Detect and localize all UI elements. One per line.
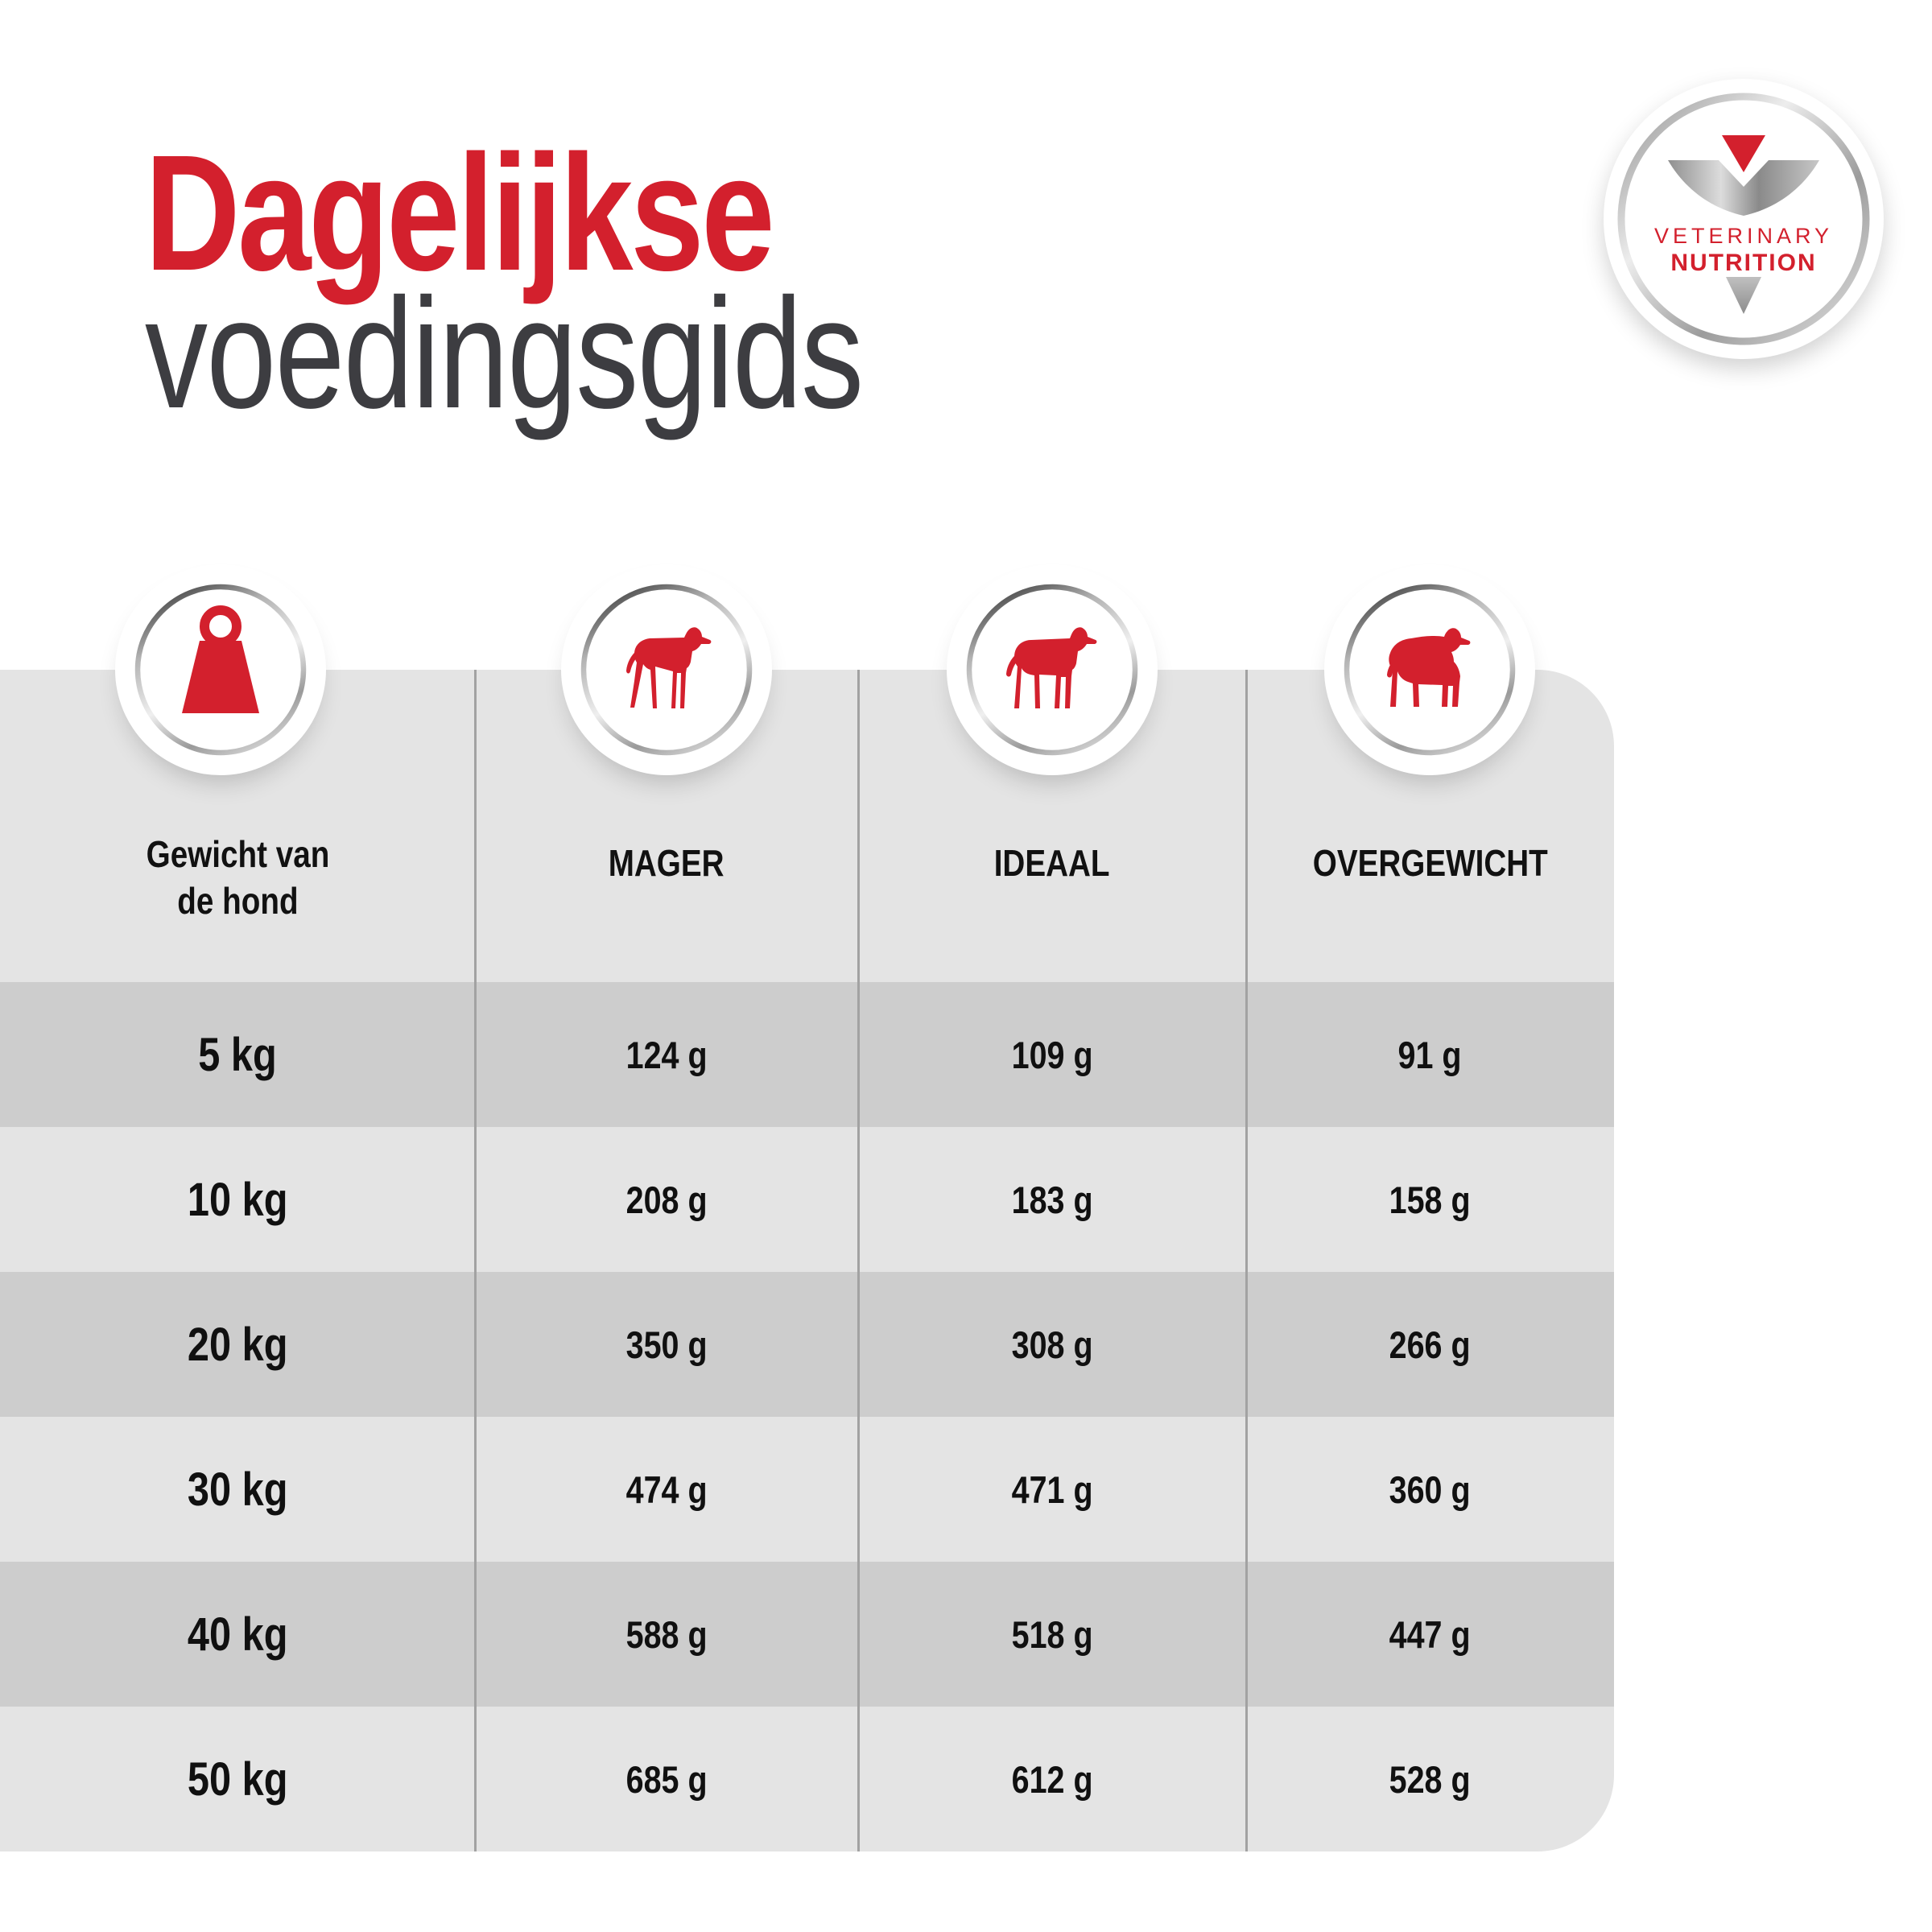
header-mager-label: MAGER <box>609 842 724 884</box>
cell-overgewicht: 360 g <box>1389 1468 1471 1511</box>
table-row-30kg <box>0 1417 1614 1562</box>
cell-ideaal: 109 g <box>1011 1033 1093 1076</box>
ideaal-circle-badge <box>956 573 1149 766</box>
table-row-20kg <box>0 1272 1614 1417</box>
page-subtitle-text: voedingsgids <box>145 266 863 441</box>
logo-nutrition-label: NUTRITION <box>1670 250 1817 276</box>
cell-mager: 124 g <box>625 1033 708 1076</box>
cell-mager: 685 g <box>625 1757 708 1801</box>
row-weight: 30 kg <box>187 1463 288 1516</box>
cell-ideaal: 183 g <box>1011 1178 1093 1221</box>
mager-circle-badge <box>570 573 763 766</box>
weight-circle-badge <box>124 573 317 766</box>
row-weight: 50 kg <box>187 1752 288 1806</box>
ideal-dog-icon <box>956 573 1149 766</box>
cell-mager: 588 g <box>625 1612 708 1656</box>
page-subtitle <box>145 266 1042 441</box>
cell-mager: 350 g <box>625 1323 708 1366</box>
table-row-10kg <box>0 1127 1614 1272</box>
header-dog-weight-line2: de hond <box>176 880 299 922</box>
cell-ideaal: 308 g <box>1011 1323 1093 1366</box>
cell-ideaal: 518 g <box>1011 1612 1093 1656</box>
weight-icon <box>124 573 317 766</box>
row-weight: 20 kg <box>187 1318 288 1371</box>
thin-dog-icon <box>570 573 763 766</box>
cell-ideaal: 471 g <box>1011 1468 1093 1511</box>
column-divider-2 <box>857 670 860 1852</box>
row-weight: 5 kg <box>198 1028 277 1081</box>
row-weight: 10 kg <box>187 1173 288 1226</box>
column-divider-1 <box>474 670 477 1852</box>
row-weight: 40 kg <box>187 1608 288 1661</box>
cell-ideaal: 612 g <box>1011 1757 1093 1801</box>
overweight-dog-icon <box>1333 573 1526 766</box>
cell-overgewicht: 158 g <box>1389 1178 1471 1221</box>
overgewicht-circle-badge <box>1333 573 1526 766</box>
header-ideaal-label: IDEAAL <box>994 842 1110 884</box>
page-title-text: Dagelijkse <box>145 121 773 305</box>
veterinary-nutrition-badge <box>1604 79 1884 359</box>
table-row-50kg <box>0 1707 1614 1852</box>
feeding-table <box>0 670 1614 1852</box>
cell-overgewicht: 266 g <box>1389 1323 1471 1366</box>
table-row-40kg <box>0 1562 1614 1707</box>
veterinary-nutrition-emblem-icon <box>1604 79 1884 359</box>
column-divider-3 <box>1245 670 1248 1852</box>
cell-overgewicht: 91 g <box>1397 1033 1462 1076</box>
cell-overgewicht: 447 g <box>1389 1612 1471 1656</box>
logo-veterinary-label: VETERINARY <box>1653 224 1834 248</box>
header-dog-weight-line1: Gewicht van <box>146 833 329 875</box>
table-row-5kg <box>0 982 1614 1127</box>
header-overgewicht-label: OVERGEWICHT <box>1312 842 1548 884</box>
cell-mager: 208 g <box>625 1178 708 1221</box>
cell-mager: 474 g <box>625 1468 708 1511</box>
cell-overgewicht: 528 g <box>1389 1757 1471 1801</box>
